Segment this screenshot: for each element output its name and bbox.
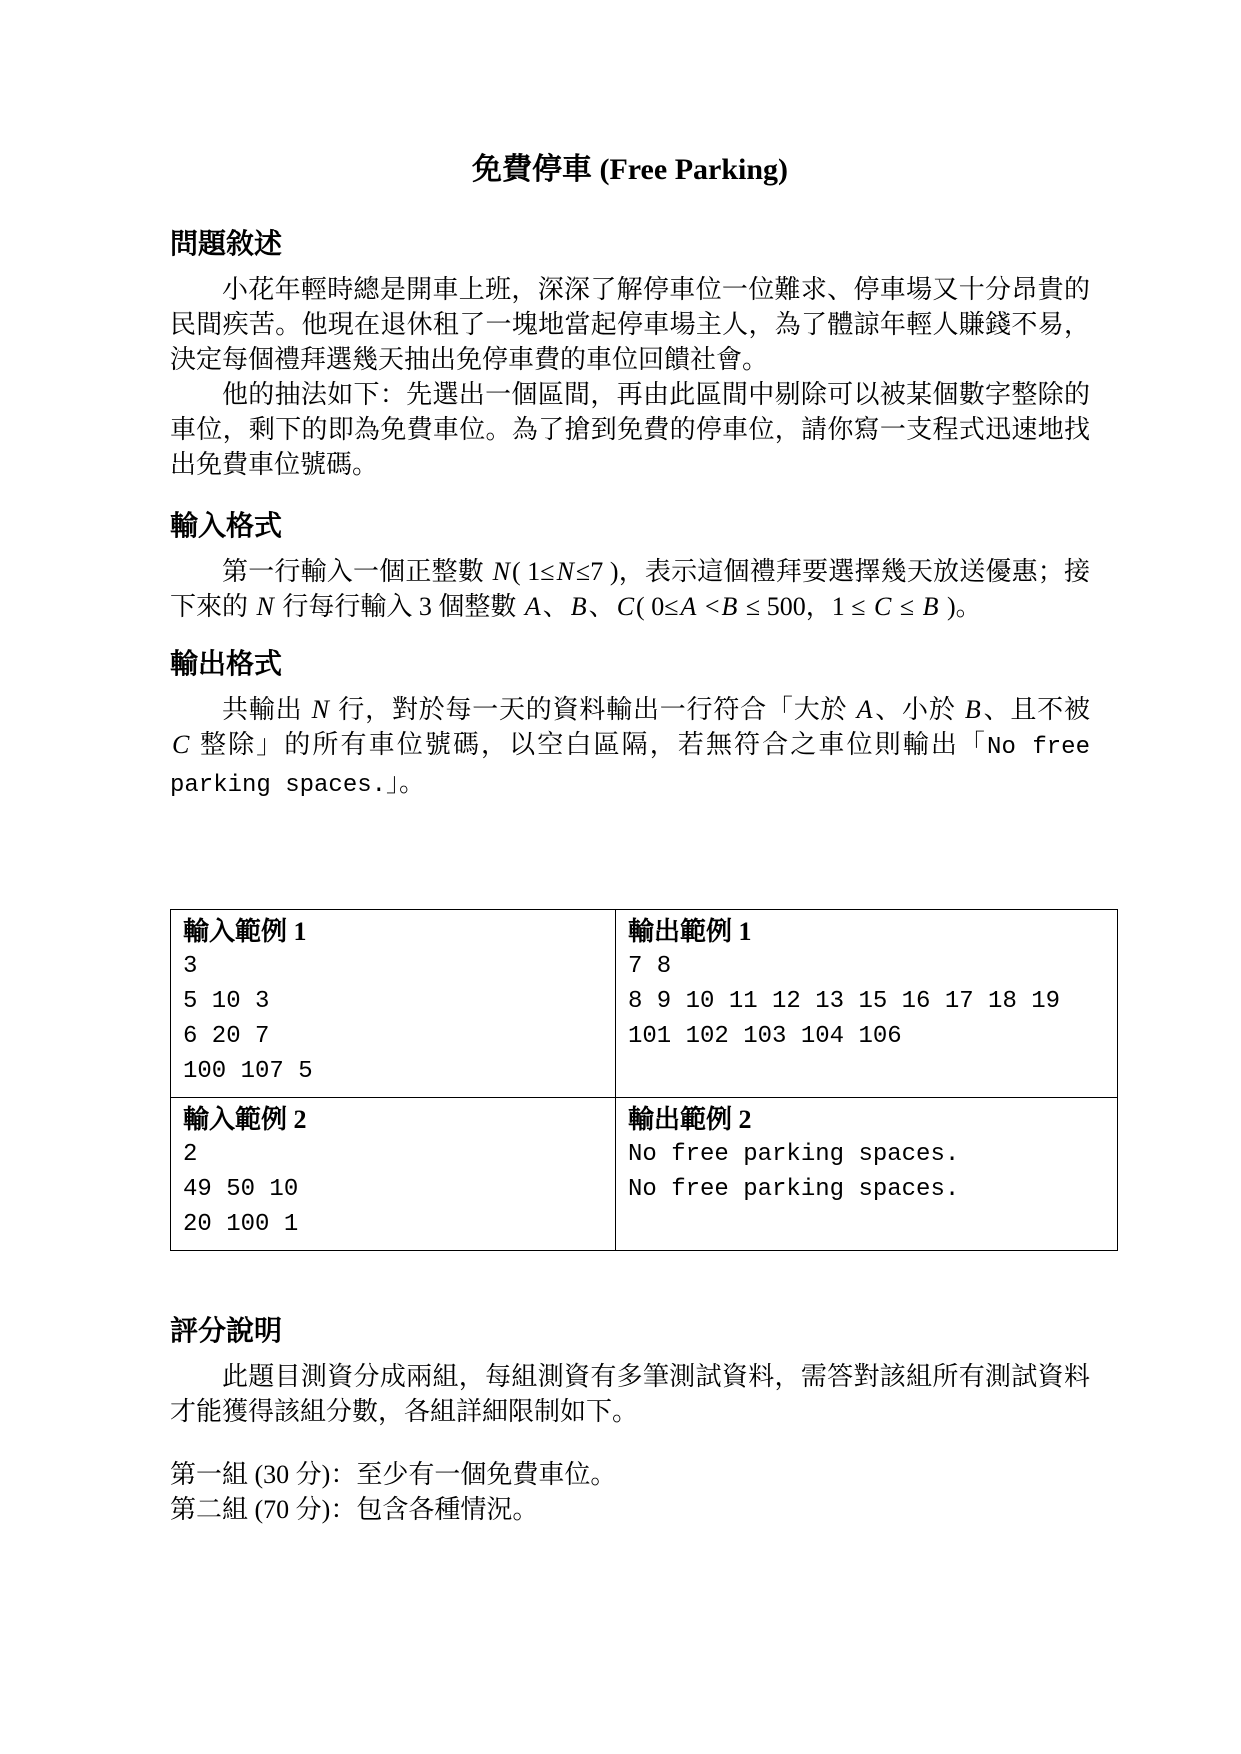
example2-input-lines xyxy=(183,1137,603,1242)
text-run: 、且不被 xyxy=(982,695,1090,724)
math-variable: B xyxy=(721,592,738,621)
input-format-paragraph xyxy=(170,554,1090,624)
text-run: ( 0≤ xyxy=(636,592,679,621)
example2-output-label: 輸出範例 2 xyxy=(628,1105,752,1134)
math-variable: C xyxy=(172,730,190,759)
math-variable: B xyxy=(570,592,587,621)
section-heading-input-format: 輸入格式 xyxy=(170,511,283,542)
text-run: 、 xyxy=(542,592,569,621)
math-variable: A xyxy=(524,592,541,621)
output-format-paragraph xyxy=(170,692,1090,803)
text-run: 行每行輸入 3 個整數 xyxy=(275,592,523,621)
code-line: 20 100 1 xyxy=(183,1211,299,1238)
example2-output-lines xyxy=(628,1137,1105,1207)
code-line: 5 10 3 xyxy=(183,988,270,1015)
code-line: 3 xyxy=(183,953,198,980)
code-line: 2 xyxy=(183,1141,198,1168)
math-variable: B xyxy=(964,695,981,724)
example1-input-lines xyxy=(183,949,603,1089)
math-variable: N xyxy=(311,695,329,724)
math-variable: A xyxy=(856,695,873,724)
code-line: 7 8 xyxy=(628,953,672,980)
text-run: ≤ 500，1 ≤ xyxy=(739,592,872,621)
code-line: No free parking spaces. xyxy=(628,1176,960,1203)
text-run: 整除」的所有車位號碼，以空白區隔，若無符合之車位則輸出「 xyxy=(191,730,988,759)
code-line: 6 20 7 xyxy=(183,1023,270,1050)
math-variable: N xyxy=(256,592,274,621)
example-row-1 xyxy=(171,910,1118,1098)
text-run: 行，對於每一天的資料輸出一行符合「大於 xyxy=(331,695,855,724)
math-variable: N xyxy=(492,557,510,586)
text-run: ≤7 )，表示這個禮拜要選擇幾天放送優惠；接下來的 xyxy=(170,557,1090,621)
document-title: 免費停車 (Free Parking) xyxy=(471,153,789,186)
section-heading-output-format: 輸出格式 xyxy=(170,649,283,680)
text-run: 共輸出 xyxy=(222,695,310,724)
math-variable: C xyxy=(873,592,892,621)
math-variable: N xyxy=(556,557,574,586)
scoring-paragraph: 此題目測資分成兩組，每組測資有多筆測試資料，需答對該組所有測試資料才能獲得該組分數，各組詳細限制如下。 xyxy=(170,1362,1090,1426)
example-row-2 xyxy=(171,1098,1118,1251)
code-line: 100 107 5 xyxy=(183,1058,313,1085)
text-run: )。 xyxy=(940,592,982,621)
text-run: < xyxy=(698,592,720,621)
example1-input-cell xyxy=(171,910,616,1098)
math-variable: A xyxy=(680,592,697,621)
scoring-groups xyxy=(170,1457,1090,1527)
math-variable: B xyxy=(922,592,939,621)
text-run: 、 xyxy=(588,592,615,621)
math-variable: C xyxy=(616,592,635,621)
example1-input-label: 輸入範例 1 xyxy=(183,917,307,946)
section-heading-problem: 問題敘述 xyxy=(170,229,283,260)
text-run: 」。 xyxy=(386,768,426,797)
examples-table xyxy=(170,909,1118,1251)
example1-output-lines xyxy=(628,949,1105,1054)
scoring-group-1: 第一組 (30 分)：至少有一個免費車位。 xyxy=(170,1460,617,1489)
code-line: 8 9 10 11 12 13 15 16 17 18 19 xyxy=(628,988,1061,1015)
text-run: ≤ xyxy=(893,592,921,621)
text-run: 、小於 xyxy=(874,695,963,724)
example2-input-label: 輸入範例 2 xyxy=(183,1105,307,1134)
example2-output-cell xyxy=(616,1098,1118,1251)
text-run: ( 1≤ xyxy=(511,557,555,586)
problem-paragraph-2: 他的抽法如下：先選出一個區間，再由此區間中剔除可以被某個數字整除的車位，剩下的即為免費車位。為了搶到免費的停車位，請你寫一支程式迅速地找出免費車位號碼。 xyxy=(170,380,1090,479)
example1-output-cell xyxy=(616,910,1118,1098)
text-run: 第一行輸入一個正整數 xyxy=(222,557,491,586)
inline-code: No free parking spaces. xyxy=(170,734,1090,799)
code-line: 101 102 103 104 106 xyxy=(628,1023,902,1050)
problem-paragraph-1: 小花年輕時總是開車上班，深深了解停車位一位難求、停車場又十分昂貴的民間疾苦。他現在退休租了一塊地當起停車場主人，為了體諒年輕人賺錢不易，決定每個禮拜選幾天抽出免停車費的車位回饋社會。 xyxy=(170,275,1090,374)
code-line: 49 50 10 xyxy=(183,1176,299,1203)
section-heading-scoring: 評分說明 xyxy=(170,1316,283,1347)
scoring-group-2: 第二組 (70 分)：包含各種情況。 xyxy=(170,1495,539,1524)
example1-output-label: 輸出範例 1 xyxy=(628,917,752,946)
code-line: No free parking spaces. xyxy=(628,1141,960,1168)
example2-input-cell xyxy=(171,1098,616,1251)
